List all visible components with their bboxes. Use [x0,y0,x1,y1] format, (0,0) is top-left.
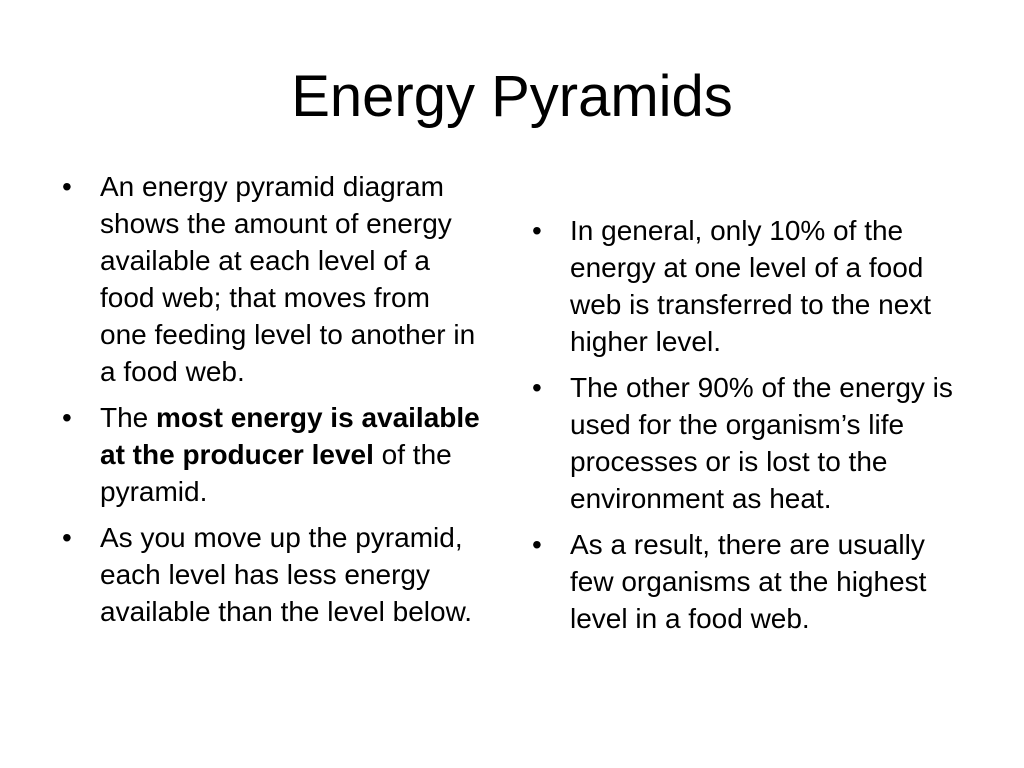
bullet-dot: • [532,215,542,246]
slide-title: Energy Pyramids [291,64,733,129]
bullet-item [62,168,482,390]
bullet-item [62,519,482,630]
bullet-dot: • [62,522,72,553]
bullet-text: In general, only 10% of the energy at one level of a food web is transferred to the next higher level. [570,215,932,357]
bullet-text: As you move up the pyramid, each level has less energy available than the level below. [100,522,473,627]
bullet-item [62,399,482,510]
bullet-dot: • [532,372,542,403]
left-bullet-list [62,168,482,639]
right-bullet-list [532,212,972,646]
bullet-item [532,212,972,360]
bullet-text-normal: of the pyramid. [100,439,452,507]
bullet-text-bold: most energy is available at the producer level [100,402,480,470]
bullet-dot: • [532,529,542,560]
bullet-text: The other 90% of the energy is used for the organism’s life processes or is lost to the environment as heat. [570,372,953,514]
bullet-dot: • [62,402,72,433]
bullet-text: As a result, there are usually few organisms at the highest level in a food web. [570,529,927,634]
bullet-dot: • [62,171,72,202]
bullet-text: An energy pyramid diagram shows the amount of energy available at each level of a food web; that moves from one feeding level to another in a food web. [100,171,476,387]
bullet-text [100,402,480,507]
bullet-text-normal: The [100,402,157,433]
bullet-item [532,526,972,637]
bullet-item [532,369,972,517]
